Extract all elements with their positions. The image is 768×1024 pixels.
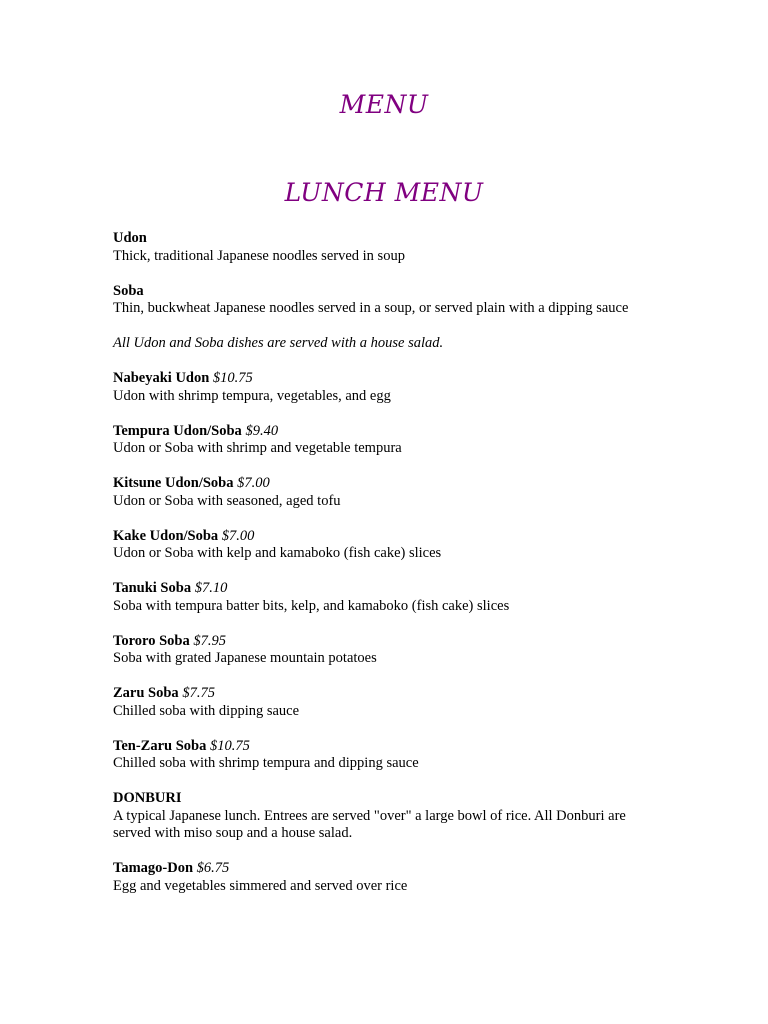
item-description: Chilled soba with dipping sauce xyxy=(113,702,300,719)
item-price: $10.75 xyxy=(212,370,253,386)
item-price: $7.00 xyxy=(221,527,255,544)
menu-item xyxy=(113,633,673,668)
item-name: Kitsune Udon/Soba xyxy=(113,475,234,491)
category-name: Udon xyxy=(113,230,147,246)
category-description-line-2: served with miso soup and a house salad. xyxy=(113,825,353,841)
menu-item xyxy=(113,860,673,895)
menu-category-udon xyxy=(113,230,673,265)
menu-item xyxy=(113,580,673,615)
category-description: Thin, buckwheat Japanese noodles served in a soup, or served plain with a dipping sauce xyxy=(113,300,629,316)
item-description: Egg and vegetables simmered and served over rice xyxy=(113,877,408,894)
category-description: Thick, traditional Japanese noodles served in soup xyxy=(113,247,405,264)
item-description: Soba with grated Japanese mountain potatoes xyxy=(113,650,377,666)
item-description: Soba with tempura batter bits, kelp, and kamaboko (fish cake) slices xyxy=(113,597,510,614)
item-name: Tanuki Soba xyxy=(113,580,192,596)
menu-content xyxy=(113,230,673,913)
menu-category-soba xyxy=(113,283,673,318)
item-description: Udon or Soba with seasoned, aged tofu xyxy=(113,492,341,509)
menu-item xyxy=(113,685,673,720)
page-title: MENU xyxy=(339,90,429,119)
menu-item xyxy=(113,738,673,773)
item-price: $9.40 xyxy=(245,422,279,439)
item-name: Kake Udon/Soba xyxy=(113,527,219,544)
item-description: Udon with shrimp tempura, vegetables, and egg xyxy=(113,387,391,404)
item-description: Chilled soba with shrimp tempura and dipping sauce xyxy=(113,755,419,771)
item-description: Udon or Soba with shrimp and vegetable tempura xyxy=(113,440,402,456)
section-title-lunch-menu: LUNCH MENU xyxy=(284,178,484,207)
item-price: $7.75 xyxy=(182,685,215,701)
menu-item xyxy=(113,423,673,458)
menu-category-donburi xyxy=(113,790,673,843)
item-price: $7.95 xyxy=(193,632,226,649)
item-name: Tamago-Don xyxy=(113,860,194,876)
item-price: $7.10 xyxy=(194,580,228,596)
category-name: DONBURI xyxy=(113,790,182,806)
item-name: Ten-Zaru Soba xyxy=(113,737,207,754)
category-name: Soba xyxy=(113,282,144,299)
category-description-line-1: A typical Japanese lunch. Entrees are served "over" a large bowl of rice. All Donburi are xyxy=(113,807,626,824)
menu-item xyxy=(113,528,673,563)
item-price: $6.75 xyxy=(196,860,230,876)
item-name: Nabeyaki Udon xyxy=(113,370,210,386)
item-name: Tororo Soba xyxy=(113,632,190,649)
item-description: Udon or Soba with kelp and kamaboko (fish cake) slices xyxy=(113,545,442,561)
item-name: Zaru Soba xyxy=(113,685,179,701)
item-name: Tempura Udon/Soba xyxy=(113,422,242,439)
menu-item xyxy=(113,475,673,510)
item-price: $7.00 xyxy=(237,475,270,491)
salad-note: All Udon and Soba dishes are served with a house salad. xyxy=(113,335,444,351)
menu-item xyxy=(113,370,673,405)
item-price: $10.75 xyxy=(209,737,250,754)
